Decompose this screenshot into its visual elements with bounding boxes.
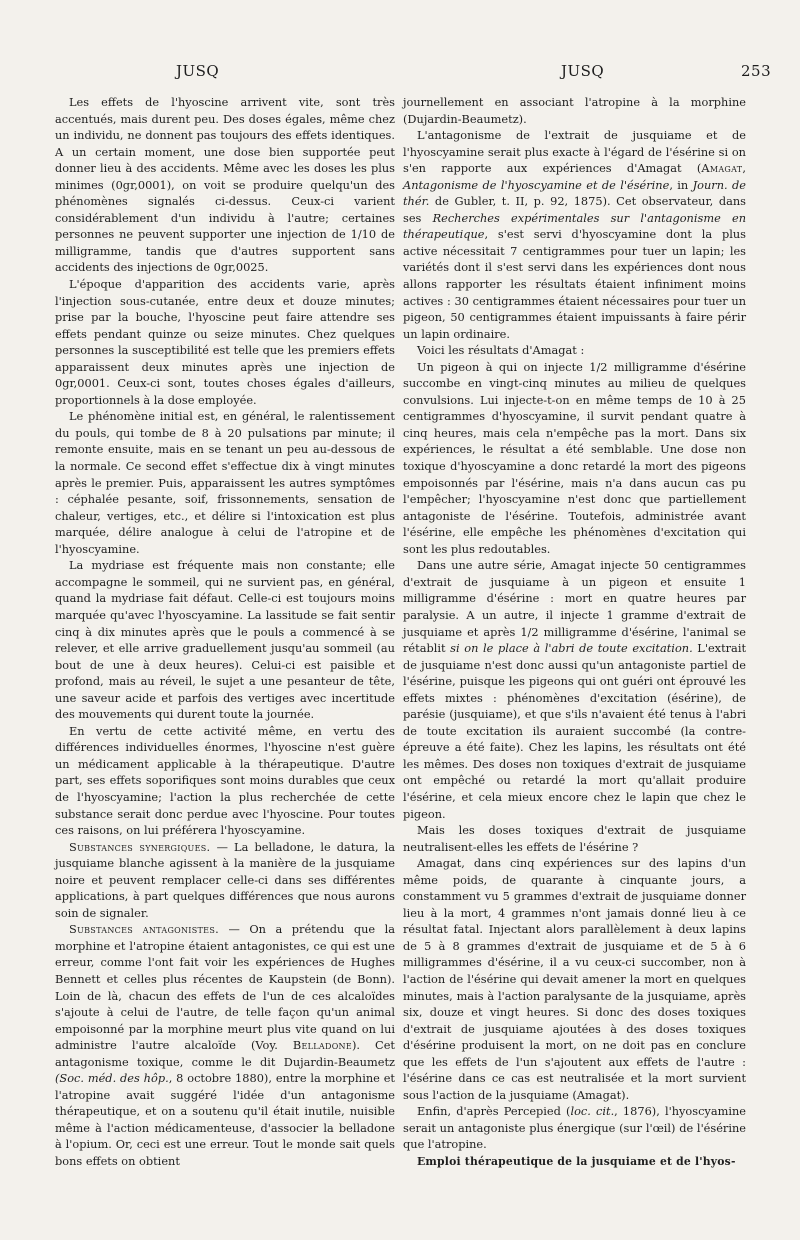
paragraph-initial-phenomenon: Le phénomène initial est, en général, le ralentissement du pouls, qui tombe de 8 à 20 pulsations par minute; il remonte ensuite, mais en se tenant un peu au-dessous de la normale. Ce second effet s'effectue dix à vingt minutes après le premier. Puis, apparaissent les autres symptômes : céphalée pesante, soif, frissonnements, sensation de chaleur, vertiges, etc., et délire si l'intoxication est plus marquée, délire analogue à celui de l'atropine et de l'hyoscyamine. [55,409,395,556]
series-text-a: Dans une autre série, Amagat injecte 50 centigrammes d'extrait de jusquiame à un pigeon et ensuite 1 milligramme d'ésérine : mort en quatre heures par paralysie. A un autre, il injecte 1 gramme d'extrait de jusquiame et après 1/2 milligramme d'ésérine, l'animal se rétablit [403,558,746,656]
work-title-antagonisme: Antagonisme de l'hyoscyamine et de l'ésérine [403,177,670,192]
antagonist-text-c: , 8 octobre 1880), entre la morphine et l'atropine avait suggéré l'idée d'un antagonisme thérapeutique, et on a soutenu qu'il était inutile, nuisible même à l'action médicamenteuse, d'associer la belladone à l'opium. Or, ceci est une erreur. Tout le monde sait quels bons effets on obtient [55,1071,395,1168]
percepied-text-b: , 1876), l'hyoscyamine serait un antagoniste plus énergique (sur l'œil) de l'ésérine que l'atropine. [403,1104,746,1152]
synergic-text: — La belladone, le datura, la jusquiame blanche agissent à la manière de la jusquiame noire et peuvent remplacer celle-ci dans ses différentes applications, à part quelques différences que nous aurons soin de signaler. [55,839,395,920]
paragraph-therapeutic-heading [403,1153,746,1171]
antagonist-text-b: ). Cet antagonisme toxique, comme le dit Dujardin-Beaumetz [55,1038,395,1069]
antagonist-text-a: — On a prétendu que la morphine et l'atropine étaient antagonistes, ce qui est une erreur, comme l'ont fait voir les expériences de Hughes Bennett et celles plus récentes de Kaupstein (de Bonn). Loin de là, chacun des effets de l'un de ces alcaloïdes s'ajoute à celui de l'autre, de telle façon qu'un animal empoisonné par la morphine meurt plus vite quand on lui administre l'autre alcaloïde (Voy. [55,922,396,1053]
cross-reference-belladone: Belladone [292,1038,352,1053]
paragraph-second-series [403,557,746,822]
paragraph-synergic-substances [55,839,395,922]
amagat-text-d: de Gubler, t. II, p. 92, 1875). Cet observateur, dans ses [403,194,746,225]
paragraph-mydriasis: La mydriase est fréquente mais non constante; elle accompagne le sommeil, qui ne survient pas, en général, quand la mydriase fait défaut. Celle-ci est toujours moins marquée qu'avec l'hyoscyamine. La lassitude se fait sentir cinq à dix minutes après que le pouls a commencé à se relever, et elle arrive graduellement jusqu'au sommeil (au bout de une à deux heures). Celui-ci est paisible et profond, mais au réveil, le sujet a une pesanteur de tête, une saveur acide et parfois des vertiges avec incertitude des mouvements qui durent toute la journée. [55,558,395,722]
citation-loc-cit: loc. cit. [570,1104,615,1119]
amagat-text-e: , s'est servi d'hyoscyamine dont la plus active nécessitait 7 centigrammes pour tuer un lapin; les variétés dont il s'est servi dans les expériences dont nous allons rapporter les résultats étaient infiniment moins actives : 30 centigrammes étaient nécessaires pour tuer un pigeon, 50 centigrammes étaient impuissants à faire périr un lapin ordinaire. [403,227,746,341]
paragraph-continuation: journellement en associant l'atropine à la morphine (Dujardin-Beaumetz). [403,95,746,126]
running-header [0,62,800,86]
percepied-text-a: Enfin, d'après Percepied ( [417,1104,571,1119]
paragraph-amagat-antagonism [403,127,746,342]
paragraph-hyoscine-effects: Les effets de l'hyoscine arrivent vite, sont très accentués, mais durent peu. Des doses égales, même chez un individu, ne donnent pas toujours des effets identiques. A un certain moment, une dose bien supportée peut donner lieu à des accidents. Même avec les doses les plus minimes (0gr,0001), on voit se produire quelqu'un des phénomènes signalés ci-dessus. Ceux-ci varient considérablement d'un individu à l'autre; certaines personnes ne peuvent supporter une injection de 1/10 de milligramme, tandis que d'autres supportent sans accidents des injections de 0gr,0025. [55,95,395,275]
emphasis-excitation: si on le place à l'abri de toute excitation. [450,641,693,656]
paragraph-onset: L'époque d'apparition des accidents varie, après l'injection sous-cutanée, entre deux et douze minutes; prise par la bouche, l'hyoscine peut faire attendre ses effets pendant quinze ou seize minutes. Chez quelques personnes la susceptibilité est telle que les premiers effets apparaissent deux minutes après une injection de 0gr,0001. Ceux-ci sont, toutes choses égales d'ailleurs, proportionnels à la dose employée. [55,277,395,407]
paragraph-results-intro: Voici les résultats d'Amagat : [417,343,585,358]
paragraph-therapeutic-value: En vertu de cette activité même, en vertu des différences individuelles énormes, l'hyoscine n'est guère un médicament applicable à la thérapeutique. D'autre part, ses effets soporifiques sont moins durables que ceux de l'hyoscyamine; l'action la plus recherchée de cette substance serait donc perdue avec l'hyoscine. Pour toutes ces raisons, on lui préférera l'hyoscyamine. [55,723,395,838]
amagat-text-a: L'antagonisme de l'extrait de jusquiame et de l'hyoscyamine serait plus exacte à l'égard de l'ésérine si on s'en rapporte aux expériences d'Amagat ( [403,128,746,176]
amagat-text-c: , in [669,177,693,192]
book-title-recherches: Recherches expérimentales sur l'antagonisme en thérapeutique [403,210,746,242]
author-amagat: Amagat [701,161,743,176]
paragraph-rabbit-experiments: Amagat, dans cinq expériences sur des lapins d'un même poids, de quarante à cinquante jours, a constamment vu 5 grammes d'extrait de jusquiame donner lieu à la mort, 4 grammes n'ont jamais donné lieu à ce résultat fatal. Injectant alors parallèlement à deux lapins de 5 à 8 grammes d'extrait de jusquiame et de 5 à 6 milligrammes d'ésérine, il a vu ceux-ci succomber, non à l'action de l'ésérine qui devait amener la mort en quelques minutes, mais à l'action paralysante de la jusquiame, après six, douze et vingt heures. Si donc des doses toxiques d'extrait de jusquiame ajoutées à des doses toxiques d'ésérine produisent la mort, on ne doit pas en conclure que les effets de l'un s'ajoutent aux effets de l'autre : l'ésérine dans ce cas est neutralisée et la mort survient sous l'action de la jusquiame (Amagat). [403,856,746,1102]
paragraph-pigeon-experiment: Un pigeon à qui on injecte 1/2 milligramme d'ésérine succombe en vingt-cinq minutes au milieu de quelques convulsions. Lui injecte-t-on en même temps de 10 à 25 centigrammes d'hyoscyamine, il survit pendant quatre à cinq heures, mais cela n'empêche pas la mort. Dans six expériences, le résultat a été semblable. Une dose non toxique d'hyoscyamine a donc retardé la mort des pigeons empoisonnés par l'ésérine, mais n'a dans aucun cas pu l'empêcher; l'hyoscyamine n'est donc que partiellement antagoniste de l'ésérine. Toutefois, administrée avant l'ésérine, elle empêche les phénomènes d'excitation qui sont les plus redoutables. [403,359,746,556]
section-heading-synergic: Substances synergiques. [69,839,211,854]
page-number: 253 [741,62,772,80]
amagat-text-b: , [742,161,746,176]
header-left-title: JUSQ [176,62,220,80]
paragraph-percepied [403,1103,746,1153]
paragraph-question: Mais les doses toxiques d'extrait de jusquiame neutralisent-elles les effets de l'ésérine ? [403,823,746,854]
citation-soc-med: (Soc. méd. des hôp. [55,1071,169,1086]
section-heading-antagonist: Substances antagonistes. [69,922,220,937]
header-right-title: JUSQ [561,62,605,80]
section-heading-therapeutic-use: Emploi thérapeutique de la jusquiame et de l'hyos- [417,1155,736,1168]
journal-title: Journ. de thér. [403,177,746,209]
right-column [403,94,746,1171]
series-text-b: L'extrait de jusquiame n'est donc aussi qu'un antagoniste partiel de l'ésérine, puisque les pigeons qui ont guéri ont éprouvé les effets mixtes : phénomènes d'excitation (ésérine), de parésie (jusquiame), et que s'ils n'avaient été tenus à l'abri de toute excitation ils auraient succombé (la contre-épreuve a été faite). Chez les lapins, les résultats ont été les mêmes. Des doses non toxiques d'extrait de jusquiame ont empêché ou retardé la mort qu'allait produire l'ésérine, et cela mieux encore chez le lapin que chez le pigeon. [403,641,747,821]
left-column [55,94,395,1170]
paragraph-antagonist-substances [55,921,395,1169]
